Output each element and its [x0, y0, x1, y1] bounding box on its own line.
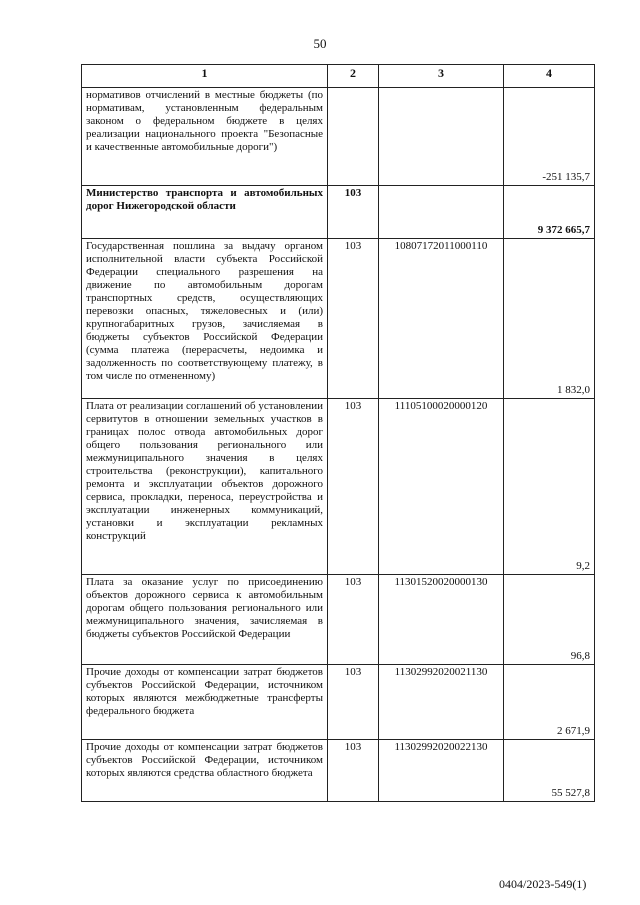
row-name: Плата от реализации соглашений об установлении сервитутов в отношении земельных участков в границах полос отвода автомобильных дорог общего пользования регионального или межмуниципального значения в целях строительства (реконструкции), капитального ремонта и эксплуатации объектов дорожного сервиса, прокладки, переноса, переустройства и эксплуатации инженерных коммуникаций, установки и эксплуатации рекламных конструкций: [82, 399, 328, 575]
row-kbk: 11302992020022130: [379, 740, 504, 802]
row-sum: 9,2: [504, 399, 595, 575]
row-code: [328, 88, 379, 186]
row-name: Прочие доходы от компенсации затрат бюджетов субъектов Российской Федерации, источником которых являются межбюджетные трансферты федерального бюджета: [82, 665, 328, 740]
row-kbk: 11301520020000130: [379, 575, 504, 665]
budget-table: [81, 64, 595, 802]
table-row: [82, 88, 595, 186]
page-number: 50: [313, 36, 327, 51]
header-col-1: 1: [82, 65, 328, 88]
row-name: Плата за оказание услуг по присоединению объектов дорожного сервиса к автомобильным дорогам общего пользования регионального или межмуниципального значения, зачисляемая в бюджеты субъектов Российской Федерации: [82, 575, 328, 665]
row-code: 103: [328, 665, 379, 740]
row-code: 103: [328, 740, 379, 802]
row-name: нормативов отчислений в местные бюджеты (по нормативам, установленным федеральным законом о федеральном бюджете в целях реализации национального проекта "Безопасные и качественные автомобильные дороги"): [82, 88, 328, 186]
header-col-2: 2: [328, 65, 379, 88]
table-row: [82, 399, 595, 575]
table-row: [82, 740, 595, 802]
table-header-row: [82, 65, 595, 88]
row-sum: 1 832,0: [504, 239, 595, 399]
table-row: [82, 665, 595, 740]
row-sum: 55 527,8: [504, 740, 595, 802]
row-code: 103: [328, 575, 379, 665]
row-code: 103: [328, 399, 379, 575]
row-name: Министерство транспорта и автомобильных дорог Нижегородской области: [82, 186, 328, 239]
header-col-3: 3: [379, 65, 504, 88]
row-code: 103: [328, 239, 379, 399]
row-sum: 2 671,9: [504, 665, 595, 740]
row-sum: -251 135,7: [504, 88, 595, 186]
row-kbk: 11302992020021130: [379, 665, 504, 740]
document-number: 0404/2023-549(1): [499, 877, 587, 891]
row-sum: 96,8: [504, 575, 595, 665]
row-name: Государственная пошлина за выдачу органом исполнительной власти субъекта Российской Федерации специального разрешения на движение по автомобильным дорогам транспортных средств, осуществляющих перевозки опасных, тяжеловесных и (или) крупногабаритных грузов, зачисляемая в бюджеты субъектов Российской Федерации (сумма платежа (перерасчеты, недоимка и задолженность по соответствующему платежу, в том числе по отмененному): [82, 239, 328, 399]
row-kbk: [379, 186, 504, 239]
row-kbk: 11105100020000120: [379, 399, 504, 575]
row-sum: 9 372 665,7: [504, 186, 595, 239]
table-row: [82, 575, 595, 665]
row-name: Прочие доходы от компенсации затрат бюджетов субъектов Российской Федерации, источником которых являются средства областного бюджета: [82, 740, 328, 802]
row-kbk: 10807172011000110: [379, 239, 504, 399]
table-row: [82, 186, 595, 239]
header-col-4: 4: [504, 65, 595, 88]
row-code: 103: [328, 186, 379, 239]
row-kbk: [379, 88, 504, 186]
table-row: [82, 239, 595, 399]
